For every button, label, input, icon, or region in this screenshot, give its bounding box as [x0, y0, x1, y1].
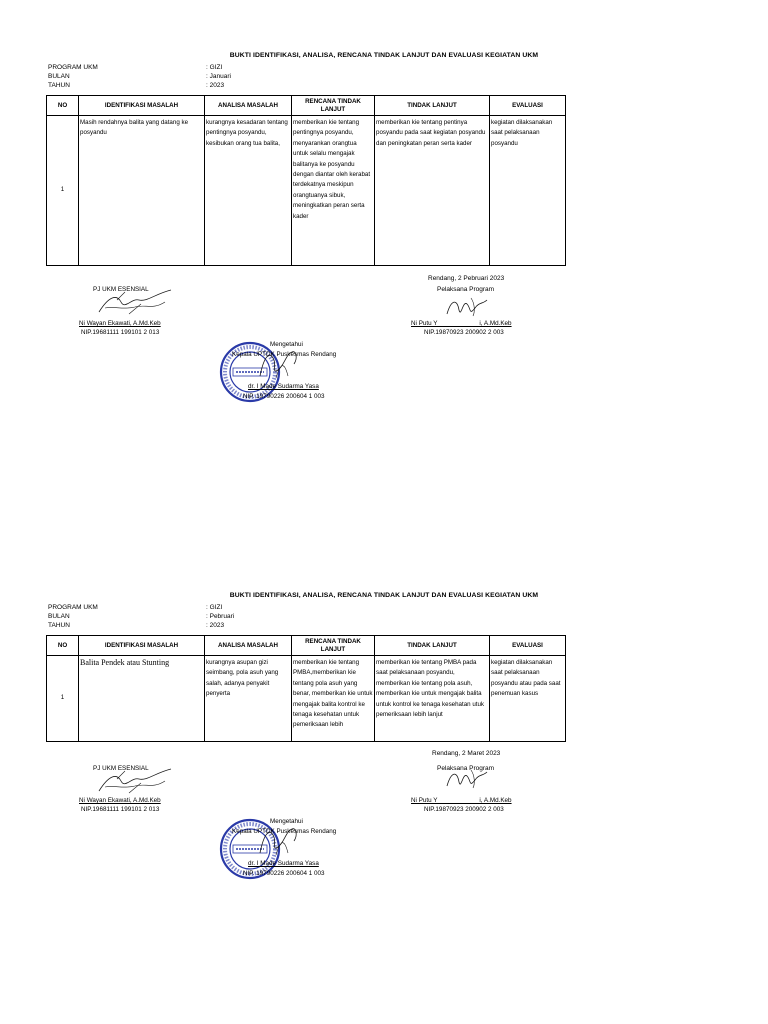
pelaksana-name: Ni Putu Y i, A.Md.Keb — [411, 797, 512, 804]
table-header-row — [47, 96, 566, 116]
table-row — [47, 656, 566, 742]
report-february — [0, 540, 768, 980]
pelaksana-title: Pelaksana Program — [437, 286, 495, 293]
kepala-title: Kepala UPTDK Puskesmas Rendang — [232, 828, 337, 835]
pj-nip: NIP.19681111 199101 2 013 — [81, 806, 160, 813]
kapus-name: dr. I Made Sudarma Yasa — [248, 860, 319, 867]
kepala-title: Kepala UPTDK Puskesmas Rendang — [232, 351, 337, 358]
cell-identifikasi: Masih rendahnya balita yang datang ke posyandu — [79, 116, 205, 266]
pj-title: PJ UKM ESENSIAL — [93, 286, 149, 293]
ukm-table — [46, 635, 566, 742]
kapus-nip: NIP. 19790226 200604 1 003 — [243, 393, 325, 400]
pj-nip: NIP.19681111 199101 2 013 — [81, 329, 160, 336]
col-header-tindak-lanjut: TINDAK LANJUT — [375, 96, 490, 116]
meta-label-program: PROGRAM UKM — [48, 604, 98, 611]
meta-value-program: : GIZI — [206, 64, 223, 71]
col-header-rencana: RENCANA TINDAK LANJUT — [292, 636, 375, 656]
cell-tindak-lanjut: memberikan kie tentang pentinya posyandu pada saat kegiatan posyandu dan peningkatan peran serta kader — [375, 116, 490, 266]
col-header-identifikasi: IDENTIFIKASI MASALAH — [79, 636, 205, 656]
pj-signature-icon — [95, 767, 175, 797]
table-row — [47, 116, 566, 266]
col-header-rencana: RENCANA TINDAK LANJUT — [292, 96, 375, 116]
col-header-no: NO — [47, 636, 79, 656]
pj-name: Ni Wayan Ekawati, A.Md.Keb — [79, 797, 161, 804]
meta-label-bulan: BULAN — [48, 73, 70, 80]
table-header-row — [47, 636, 566, 656]
report-title: BUKTI IDENTIFIKASI, ANALISA, RENCANA TINDAK LANJUT DAN EVALUASI KEGIATAN UKM — [229, 52, 539, 59]
cell-no: 1 — [47, 116, 79, 266]
meta-value-bulan: : Pebruari — [206, 613, 235, 620]
pelaksana-nip: NIP.19870923 200902 2 003 — [424, 329, 504, 336]
pj-name: Ni Wayan Ekawati, A.Md.Keb — [79, 320, 161, 327]
report-meta — [48, 603, 234, 630]
mengetahui-label: Mengetahui — [270, 818, 303, 825]
col-header-tindak-lanjut: TINDAK LANJUT — [375, 636, 490, 656]
col-header-evaluasi: EVALUASI — [490, 96, 566, 116]
pj-signature-icon — [95, 288, 175, 318]
cell-rencana: memberikan kie tentang PMBA,memberikan kie tentang pola asuh yang benar, memberikan kie untuk mengajak balita kontrol ke tenaga kesehatan untuk pemeriksaan lebih — [292, 656, 375, 742]
col-header-identifikasi: IDENTIFIKASI MASALAH — [79, 96, 205, 116]
kapus-name: dr. I Made Sudarma Yasa — [248, 383, 319, 390]
cell-tindak-lanjut: memberikan kie tentang PMBA pada saat pelaksanaan posyandu, memberikan kie tentang pola asuh, memberikan kie untuk mengajak balita untuk kontrol ke tenaga kesehatan utuk pemeriksaan lebih lanjut — [375, 656, 490, 742]
meta-label-program: PROGRAM UKM — [48, 64, 98, 71]
pelaksana-signature-icon — [445, 294, 489, 318]
pelaksana-signature-icon — [445, 766, 489, 790]
cell-identifikasi: Balita Pendek atau Stunting — [79, 656, 205, 742]
cell-rencana: memberikan kie tentang pentingnya posyandu, menyarankan orangtua untuk selalu mengajak balitanya ke posyandu dengan diantar oleh kerabat terdekatnya meskipun orangtuanya sibuk, meningkatkan peran serta kader — [292, 116, 375, 266]
place-date: Rendang, 2 Maret 2023 — [432, 750, 501, 757]
meta-value-tahun: : 2023 — [206, 622, 225, 629]
meta-value-tahun: : 2023 — [206, 82, 225, 89]
meta-label-tahun: TAHUN — [48, 622, 70, 629]
col-header-analisa: ANALISA MASALAH — [205, 636, 292, 656]
meta-label-bulan: BULAN — [48, 613, 70, 620]
col-header-evaluasi: EVALUASI — [490, 636, 566, 656]
cell-analisa: kurangnya kesadaran tentang pentingnya posyandu, kesibukan orang tua balita, — [205, 116, 292, 266]
cell-analisa: kurangnya asupan gizi seimbang, pola asuh yang salah, adanya penyakit penyerta — [205, 656, 292, 742]
pelaksana-nip: NIP.19870923 200902 2 003 — [424, 806, 504, 813]
report-title: BUKTI IDENTIFIKASI, ANALISA, RENCANA TINDAK LANJUT DAN EVALUASI KEGIATAN UKM — [229, 592, 539, 599]
pelaksana-title: Pelaksana Program — [437, 765, 495, 772]
kapus-nip: NIP. 19790226 200604 1 003 — [243, 870, 325, 877]
ukm-table — [46, 95, 566, 266]
pj-title: PJ UKM ESENSIAL — [93, 765, 149, 772]
cell-no: 1 — [47, 656, 79, 742]
report-january — [0, 0, 768, 440]
report-meta — [48, 63, 231, 90]
meta-label-tahun: TAHUN — [48, 82, 70, 89]
pelaksana-name: Ni Putu Y i, A.Md.Keb — [411, 320, 512, 327]
meta-value-program: : GIZI — [206, 604, 223, 611]
col-header-analisa: ANALISA MASALAH — [205, 96, 292, 116]
place-date: Rendang, 2 Pebruari 2023 — [428, 275, 505, 282]
cell-evaluasi: kegiatan dilaksanakan saat pelaksanaan posyandu — [490, 116, 566, 266]
mengetahui-label: Mengetahui — [270, 341, 303, 348]
cell-evaluasi: kegiatan dilaksanakan saat pelaksanaan posyandu atau pada saat penemuan kasus — [490, 656, 566, 742]
col-header-no: NO — [47, 96, 79, 116]
meta-value-bulan: : Januari — [206, 73, 231, 80]
